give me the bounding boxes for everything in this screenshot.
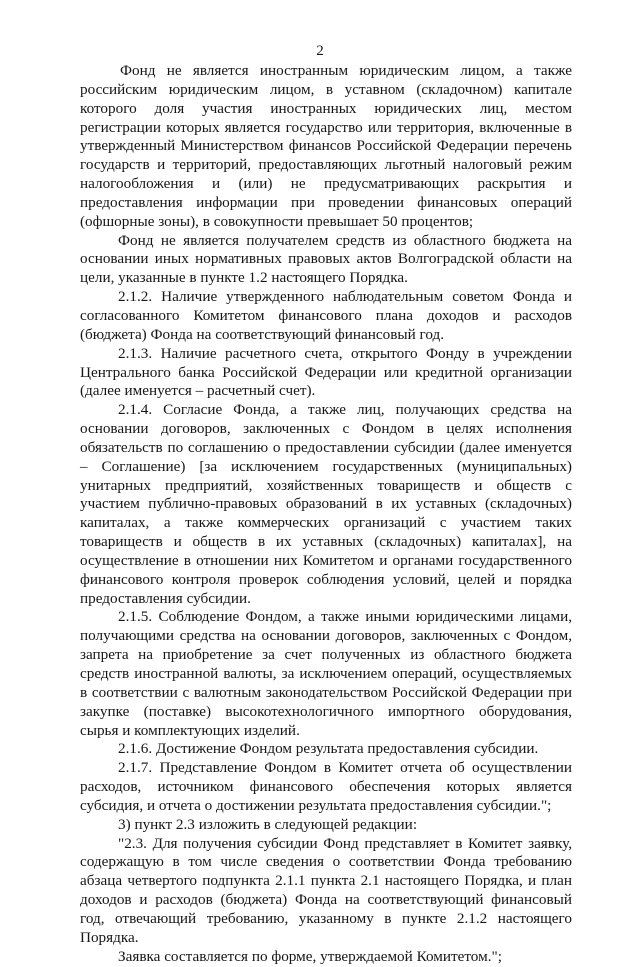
- paragraph-2-3: "2.3. Для получения субсидии Фонд представляет в Комитет заявку, содержащую в том числе сведения о соответствии Фонда требованию абзаца четвертого подпункта 2.1.1 пункта 2.1 настоящего Порядка, и план доходов и расходов (бюджета) Фонда на соответствующий финансовый год, отвечающий требованию, указанному в пункте 2.1.2 настоящего Порядка.: [80, 834, 572, 946]
- page-number: 2: [316, 43, 324, 59]
- paragraph-item-3-heading: 3) пункт 2.3 изложить в следующей редакции:: [118, 815, 418, 833]
- paragraph-foreign-entity-condition: Фонд не является иностранным юридическим лицом, а также российским юридическим лицом, в уставном (складочном) капитале которого доля участия иностранных юридических лиц, местом регистрации которых является государство или территория, включенные в утвержденный Министерством финансов Российской Федерации перечень государств и территорий, предоставляющих льготный налоговый режим налогообложения и (или) не предусматривающих раскрытия и предоставления информации при проведении финансовых операций (офшорные зоны), в совокупности превышает 50 процентов;: [80, 62, 572, 230]
- paragraph-2-1-2: 2.1.2. Наличие утвержденного наблюдательным советом Фонда и согласованного Комитетом финансового плана доходов и расходов (бюджета) Фонда на соответствующий финансовый год.: [80, 288, 572, 343]
- document-body: [80, 62, 572, 967]
- paragraph-2-1-5: 2.1.5. Соблюдение Фондом, а также иными юридическими лицами, получающими средства на основании договоров, заключенных с Фондом, запрета на приобретение за счет полученных из областного бюджета средств иностранной валюты, за исключением операций, осуществляемых в соответствии с валютным законодательством Российской Федерации при закупке (поставке) высокотехнологичного импортного оборудования, сырья и комплектующих изделий.: [80, 608, 572, 739]
- paragraph-application-form: Заявка составляется по форме, утверждаемой Комитетом.";: [118, 947, 502, 965]
- paragraph-2-1-7: 2.1.7. Представление Фондом в Комитет отчета об осуществлении расходов, источником финансового обеспечения которых является субсидия, и отчета о достижении результата предоставления субсидии.";: [80, 759, 572, 814]
- paragraph-no-other-budget-funds: Фонд не является получателем средств из областного бюджета на основании иных нормативных правовых актов Волгоградской области на цели, указанные в пункте 1.2 настоящего Порядка.: [80, 231, 572, 287]
- paragraph-2-1-6: 2.1.6. Достижение Фондом результата предоставления субсидии.: [118, 740, 539, 758]
- paragraph-2-1-3: 2.1.3. Наличие расчетного счета, открытого Фонду в учреждении Центрального банка Российской Федерации или кредитной организации (далее именуется – расчетный счет).: [80, 344, 572, 400]
- paragraph-2-1-4: 2.1.4. Согласие Фонда, а также лиц, получающих средства на основании договоров, заключенных с Фондом в целях исполнения обязательств по соглашению о предоставлении субсидии (далее именуется – Соглашение) [за исключением государственных (муниципальных) унитарных предприятий, хозяйственных товариществ и обществ с участием публично-правовых образований в их уставных (складочных) капиталах, а также коммерческих организаций с участием таких товариществ и обществ в их уставных (складочных) капиталах], на осуществление в отношении них Комитетом и органами государственного финансового контроля проверок соблюдения условий, целей и порядка предоставления субсидии.: [80, 401, 572, 607]
